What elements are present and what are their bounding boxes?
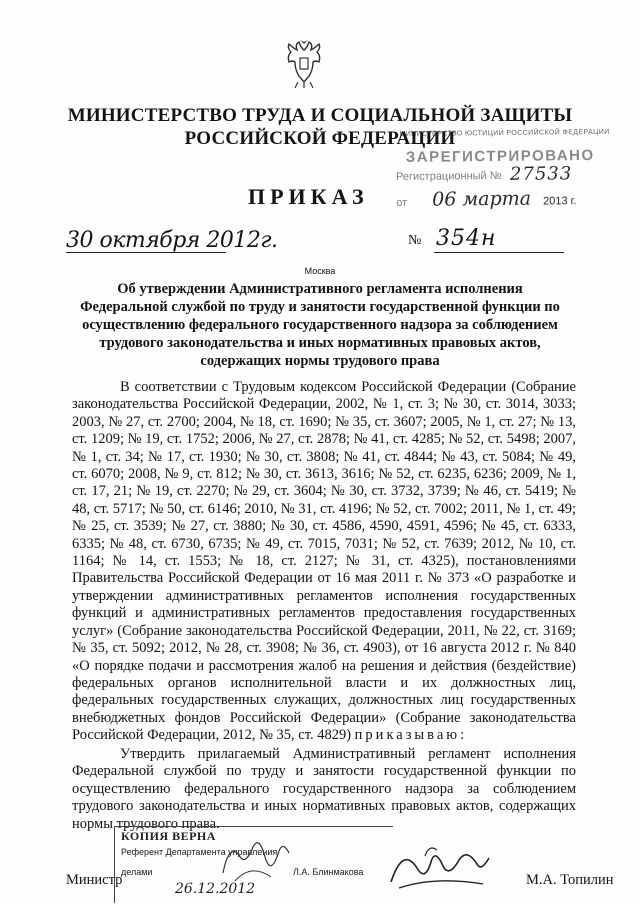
order-date: 30 октября 2012г. bbox=[66, 228, 278, 253]
signer-name: М.А. Топилин bbox=[526, 872, 614, 888]
registration-date-prefix: от bbox=[396, 196, 408, 210]
order-title: Об утверждении Административного регламента исполнения Федеральной службой по труду и занятости государственной функции по осуществлению федерального государственного надзора за соблюдением трудового законодательства и иных нормативных правовых актов, содержащих нормы трудового права bbox=[80, 281, 560, 369]
registration-date bbox=[432, 187, 576, 211]
registration-date-handwritten: 06 марта bbox=[432, 187, 532, 211]
order-command: приказываю: bbox=[354, 727, 468, 744]
order-number: 354н bbox=[436, 226, 497, 251]
registration-stamp bbox=[392, 128, 610, 223]
ministry-name-line1: МИНИСТЕРСТВО ТРУДА И СОЦИАЛЬНОЙ ЗАЩИТЫ bbox=[67, 105, 573, 126]
copy-stamp-affairs: делами bbox=[121, 867, 153, 877]
copy-certification-stamp bbox=[114, 826, 393, 903]
copy-stamp-name: Л.А. Блинмакова bbox=[293, 867, 364, 877]
double-headed-eagle-emblem-icon bbox=[283, 38, 325, 90]
order-resolution bbox=[72, 746, 576, 833]
registration-date-year: 2013 г. bbox=[543, 195, 577, 208]
order-type-heading: ПРИКАЗ bbox=[248, 184, 369, 209]
order-preamble bbox=[72, 379, 576, 745]
order-number-underline bbox=[434, 252, 564, 253]
order-date-underline bbox=[66, 252, 226, 253]
order-number-sign: № bbox=[408, 233, 422, 248]
copy-stamp-date: 26.12.2012 bbox=[175, 881, 256, 897]
copy-stamp-signature-icon bbox=[215, 833, 295, 893]
resolution-text: Утвердить прилагаемый Административный регламент исполнения Федеральной службой по труду и занятости государственной функции по осуществлению федерального государственного надзора за соблюдением трудового законодательства и иных нормативных правовых актов, содержащих нормы трудового права. bbox=[72, 746, 576, 832]
minister-signature-icon bbox=[385, 838, 495, 898]
registration-stamp-department: МИНИСТЕРСТВО ЮСТИЦИИ РОССИЙСКОЙ ФЕДЕРАЦИИ bbox=[399, 128, 610, 138]
order-city: Москва bbox=[304, 266, 336, 276]
copy-stamp-position: Референт Департамента управления bbox=[121, 847, 278, 857]
signer-title: Министр bbox=[66, 872, 123, 888]
copy-stamp-label: КОПИЯ ВЕРНА bbox=[121, 829, 216, 843]
registration-stamp-status: ЗАРЕГИСТРИРОВАНО bbox=[405, 146, 595, 166]
preamble-text: В соответствии с Трудовым кодексом Российской Федерации (Собрание законодательства Российской Федерации, 2002, № 1, ст. 3; № 30, ст. 3014, 3033; 2003, № 27, ст. 2700; 2004, № 18, ст. 1690; № 35, ст. 3607; 2005, № 1, ст. 27; № 13, ст. 1209; № 19, ст. 1752; 2006, № 27, ст. 2878; № 41, ст. 4285; № 52, ст. 5498; 2007, № 1, ст. 34; № 17, ст. 1930; № 30, ст. 3808; № 41, ст. 4844; № 43, ст. 5084; № 49, ст. 6070; 2008, № 9, ст. 812; № 30, ст. 3613, 3616; № 52, ст. 6235, 6236; 2009, № 1, ст. 17, 21; № 19, ст. 2270; № 29, ст. 3604; № 30, ст. 3732, 3739; № 46, ст. 5419; № 48, ст. 5717; № 50, ст. 6146; 2010, № 31, ст. 4196; № 52, ст. 7002; 2011, № 1, ст. 49; № 25, ст. 3539; № 27, ст. 3880; № 30, ст. 4586, 4590, 4591, 4596; № 45, ст. 6333, 6335; № 48, ст. 6730, 6735; № 49, ст. 7015, 7031; № 52, ст. 7639; 2012, № 10, ст. 1164; № 14, ст. 1553; № 18, ст. 2127; № 31, ст. 4325), постановлениями Правительства Российской Федерации от 16 мая 2011 г. № 373 «О разработке и утверждении административных регламентов исполнения государственных функций и административных регламентов предоставления государственных услуг» (Собрание законодательства Российской Федерации, 2011, № 22, ст. 3169; № 35, ст. 5092; 2012, № 28, ст. 3908; № 36, ст. 4903), от 16 августа 2012 г. № 840 «О порядке подачи и рассмотрения жалоб на решения и действия (бездействие) федеральных органов исполнительной власти и их должностных лиц, федеральных государственных служащих, должностных лиц государственных внебюджетных фондов Российской Федерации» (Собрание законодательства Российской Федерации, 2012, № 35, ст. 4829) bbox=[72, 379, 576, 744]
registration-number-label: Регистрационный № bbox=[395, 169, 502, 184]
registration-number: 27533 bbox=[509, 163, 573, 185]
ministry-name-line2: РОССИЙСКОЙ ФЕДЕРАЦИИ bbox=[184, 128, 456, 149]
